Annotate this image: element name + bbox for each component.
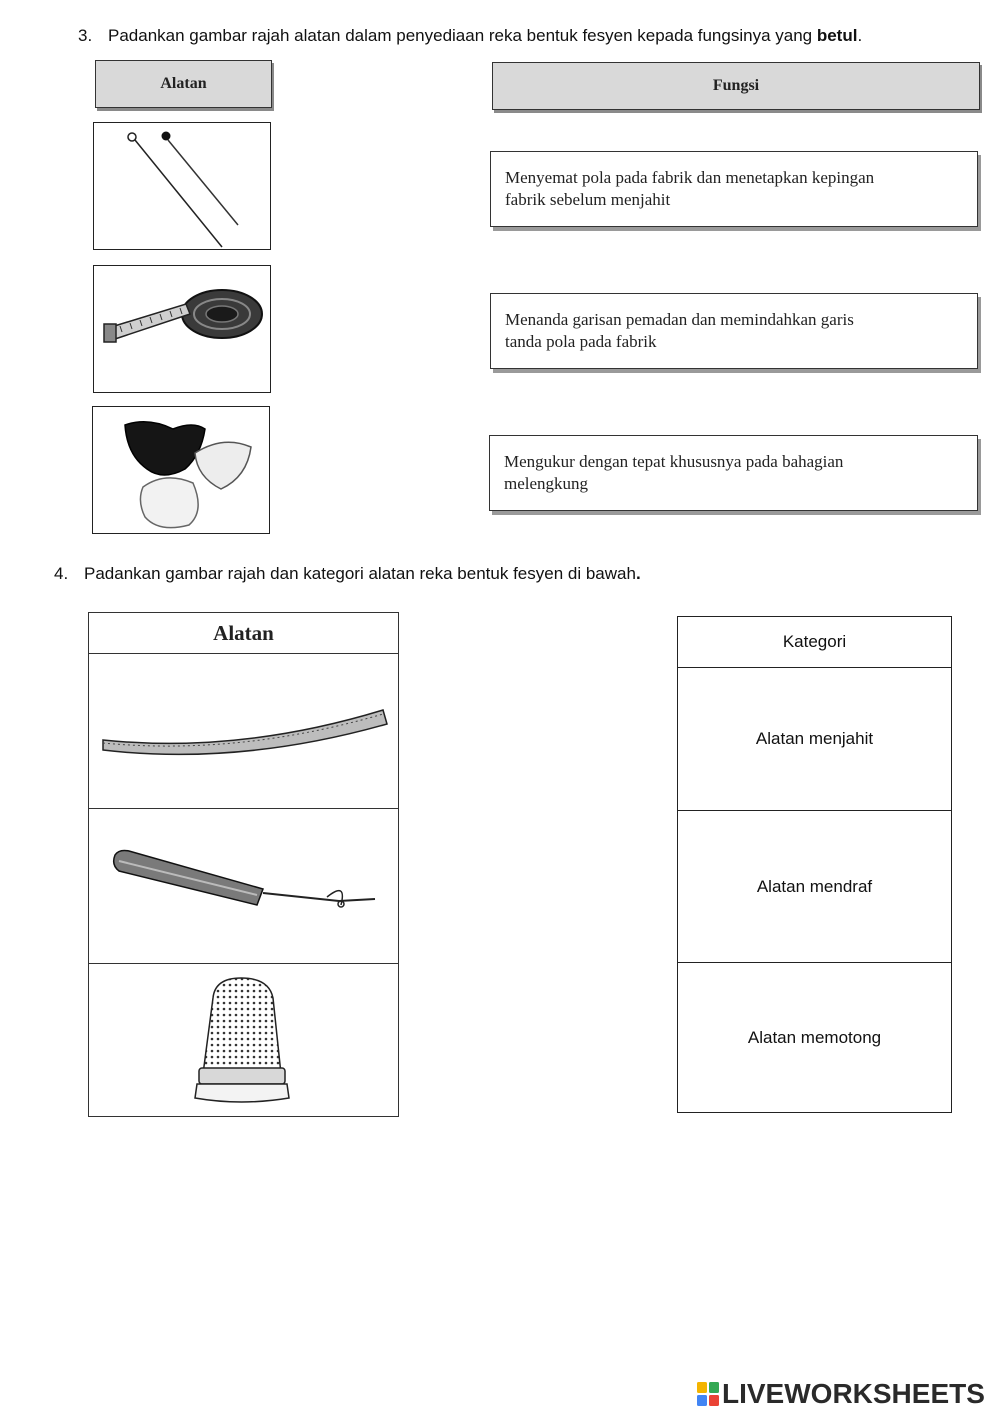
question-4-prompt (54, 564, 641, 584)
q3-function-box-2[interactable] (490, 293, 978, 369)
question-3-text: Padankan gambar rajah alatan dalam penyediaan reka bentuk fesyen kepada fungsinya yang (108, 26, 817, 45)
question-4-text: Padankan gambar rajah dan kategori alatan reka bentuk fesyen di bawah (84, 564, 636, 583)
q3-fungsi-header: Fungsi (492, 62, 980, 110)
question-3-prompt (78, 26, 862, 46)
liveworksheets-logo (697, 1377, 985, 1411)
question-4-number: 4. (54, 564, 69, 583)
q3-function-2-line1: Menanda garisan pemadan dan memindahkan garis (505, 310, 854, 329)
question-3-text-end: . (857, 26, 863, 45)
q3-function-box-1[interactable] (490, 151, 978, 227)
pins-icon (94, 123, 269, 248)
measuring-tape-icon (94, 266, 269, 391)
q4-category-alatan-mendraf[interactable]: Alatan mendraf (678, 811, 951, 963)
question-3-number: 3. (78, 26, 93, 45)
q3-function-1-line1: Menyemat pola pada fabrik dan menetapkan kepingan (505, 168, 875, 187)
q4-category-alatan-memotong[interactable]: Alatan memotong (747, 1027, 882, 1047)
q3-function-2-line2: tanda pola pada fabrik (505, 332, 657, 351)
question-4-bold-period: . (635, 564, 641, 583)
liveworksheets-logo-icon (697, 1382, 719, 1406)
tailor-chalk-icon (93, 407, 268, 532)
q4-tool-curved-ruler[interactable] (89, 654, 398, 809)
q4-kategori-table (677, 616, 952, 1113)
liveworksheets-logo-text: LIVEWORKSHEETS (722, 1378, 985, 1409)
curved-ruler-icon (89, 654, 397, 806)
q3-function-box-3[interactable] (489, 435, 978, 511)
q4-alatan-header: Alatan (89, 613, 398, 654)
q3-tool-tailor-chalk[interactable] (92, 406, 270, 534)
q3-tool-pins[interactable] (93, 122, 271, 250)
q4-category-alatan-menjahit[interactable]: Alatan menjahit (678, 668, 951, 811)
q3-function-3-line2: melengkung (504, 474, 589, 493)
q4-tool-seam-ripper[interactable] (89, 809, 398, 964)
q3-function-1-line2: fabrik sebelum menjahit (505, 190, 671, 209)
question-3-bold-word: betul (816, 26, 858, 45)
q4-tool-thimble[interactable] (89, 964, 398, 1116)
thimble-icon (89, 964, 397, 1114)
q4-kategori-header: Kategori (678, 617, 951, 668)
q3-alatan-header: Alatan (95, 60, 272, 108)
q3-function-3-line1: Mengukur dengan tepat khususnya pada bahagian (504, 452, 844, 471)
q3-tool-measuring-tape[interactable] (93, 265, 271, 393)
seam-ripper-icon (89, 809, 397, 961)
q4-alatan-table (88, 612, 399, 1117)
